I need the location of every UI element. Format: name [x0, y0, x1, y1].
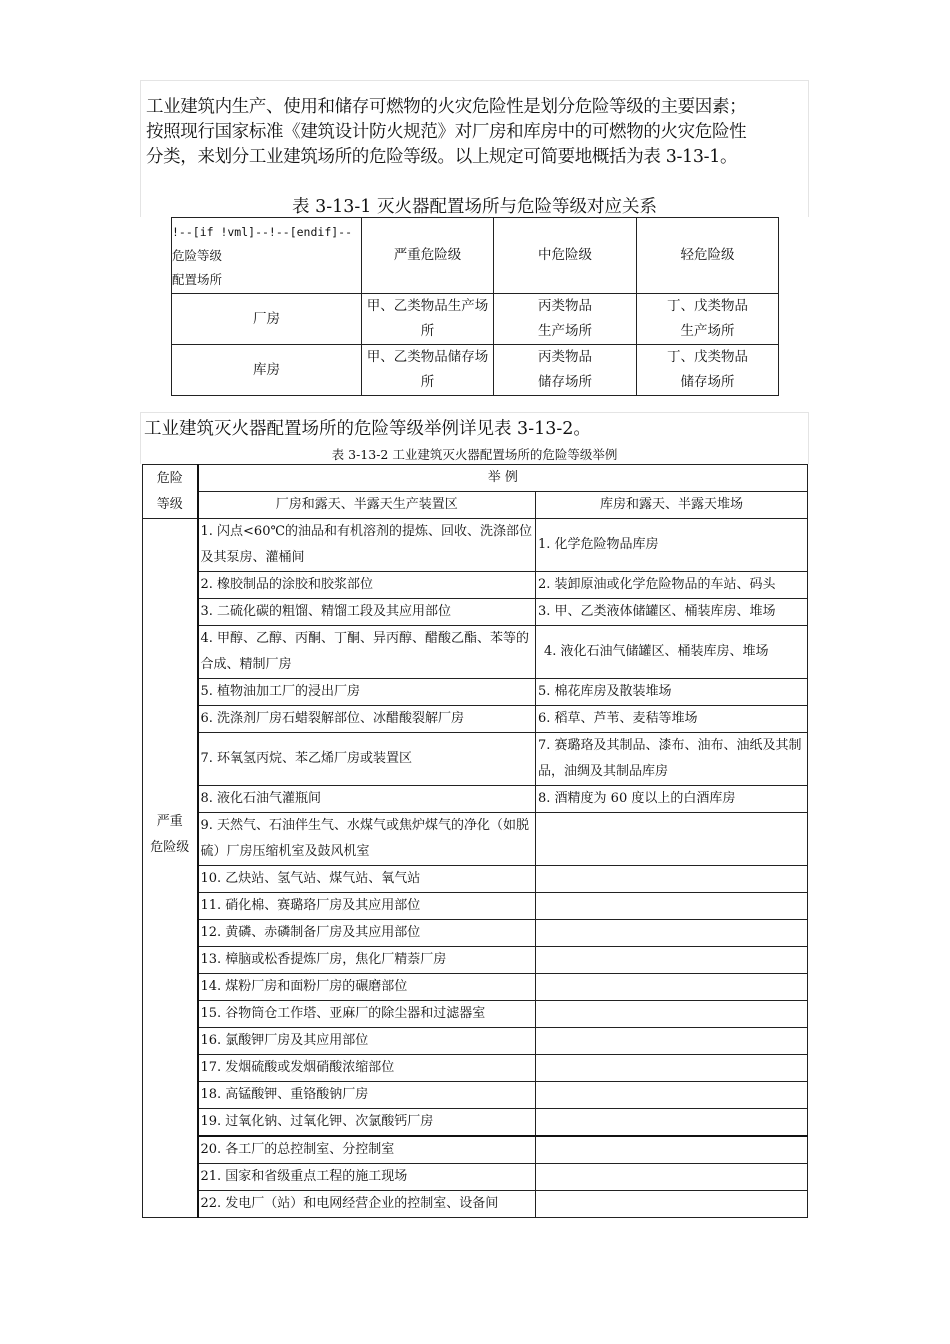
cell-line: 所: [420, 323, 435, 339]
table1-row-name: 厂房: [172, 294, 362, 345]
table2-row: [143, 733, 808, 786]
intro-line: 按照现行国家标准《建筑设计防火规范》对厂房和库房中的可燃物的火灾危险性: [146, 122, 747, 142]
table2-right-cell: [536, 1055, 808, 1082]
table2-header-row: [143, 465, 808, 492]
table2-left-cell: 2. 橡胶制品的涂胶和胶浆部位: [198, 572, 536, 599]
table2-right-cell: [536, 920, 808, 947]
table2-right-cell: [536, 813, 808, 866]
table2-left-cell: 21. 国家和省级重点工程的施工现场: [198, 1164, 536, 1191]
table2-right-cell: [536, 947, 808, 974]
table1-col-header: 轻危险级: [637, 218, 779, 294]
table2-right-cell: [536, 1109, 808, 1137]
table2-right-cell: [536, 1001, 808, 1028]
table2-left-cell: 3. 二硫化碳的粗馏、精馏工段及其应用部位: [198, 599, 536, 626]
table2-row: [143, 706, 808, 733]
table2-subheader-row: [143, 492, 808, 519]
table1-corner-header: [172, 218, 362, 294]
table2-right-cell: [536, 1028, 808, 1055]
table2-right-cell: 3. 甲、乙类液体储罐区、桶装库房、堆场: [536, 599, 808, 626]
table2-row: [143, 626, 808, 679]
table2-row: [143, 920, 808, 947]
table2-right-cell: 2. 装卸原油或化学危险物品的车站、码头: [536, 572, 808, 599]
table2-example-header: 举 例: [198, 465, 808, 492]
table2-row: [143, 786, 808, 813]
cell-line: 生产场所: [680, 323, 735, 339]
table2-row: [143, 1109, 808, 1137]
header-line: 等级: [156, 496, 183, 512]
grade-line: 危险级: [150, 840, 190, 855]
table2-grade-cell: [143, 519, 198, 1218]
cell-line: 储存场所: [538, 374, 592, 390]
table1-row-name: 库房: [172, 345, 362, 396]
table1-header-grade: 危险等级: [172, 247, 223, 263]
table2-right-cell: [536, 1082, 808, 1109]
table2-left-cell: 5. 植物油加工厂的浸出厂房: [198, 679, 536, 706]
table1-header-place: 配置场所: [172, 271, 223, 287]
table2-left-cell: 13. 樟脑或松香提炼厂房，焦化厂精萘厂房: [198, 947, 536, 974]
table1-cell: [362, 294, 494, 345]
table2-right-cell: [536, 1164, 808, 1191]
table2-col-left-header: 厂房和露天、半露天生产装置区: [198, 492, 536, 519]
table2-row: [143, 974, 808, 1001]
table2-row: [143, 679, 808, 706]
table2-right-cell: 1. 化学危险物品库房: [536, 519, 808, 572]
table2-right-cell: [536, 1191, 808, 1218]
intro-line: 分类，来划分工业建筑场所的危险等级。以上规定可简要地概括为表 3-13-1。: [146, 147, 738, 167]
table2-row: [143, 1001, 808, 1028]
table2-right-cell: 5. 棉花库房及散装堆场: [536, 679, 808, 706]
table2-row: [143, 1055, 808, 1082]
header-line: 危险: [156, 470, 183, 486]
table1-cell: [637, 345, 779, 396]
table2-left-cell: 10. 乙炔站、氢气站、煤气站、氧气站: [198, 866, 536, 893]
table2-row: [143, 1082, 808, 1109]
table2-left-cell: 12. 黄磷、赤磷制备厂房及其应用部位: [198, 920, 536, 947]
grade-line: 严重: [156, 814, 183, 829]
table2-left-cell: 8. 液化石油气灌瓶间: [198, 786, 536, 813]
table2-row: [143, 1028, 808, 1055]
table2-row: [143, 947, 808, 974]
table2-right-cell: 4. 液化石油气储罐区、桶装库房、堆场: [536, 626, 808, 679]
cell-line: 丁、戊类物品: [667, 298, 748, 314]
table2-left-cell: 16. 氯酸钾厂房及其应用部位: [198, 1028, 536, 1055]
table2-right-cell: [536, 974, 808, 1001]
cell-line: 储存场所: [680, 374, 735, 390]
cell-line: 生产场所: [538, 323, 592, 339]
table2-right-cell: [536, 893, 808, 920]
table2-left-cell: 7. 环氧氢丙烷、苯乙烯厂房或装置区: [198, 733, 536, 786]
table2-col-right-header: 库房和露天、半露天堆场: [536, 492, 808, 519]
table2-left-cell: 19. 过氧化钠、过氧化钾、次氯酸钙厂房: [198, 1109, 536, 1137]
table2-caption: 表 3-13-2 工业建筑灭火器配置场所的危险等级举例: [331, 447, 618, 462]
cell-line: 丙类物品: [538, 349, 592, 365]
table2-row: [143, 599, 808, 626]
table1: [171, 217, 779, 396]
cell-line: 甲、乙类物品生产场: [366, 298, 489, 314]
table2-right-cell: 7. 赛璐珞及其制品、漆布、油布、油纸及其制品，油绸及其制品库房: [536, 733, 808, 786]
table2-right-cell: [536, 866, 808, 893]
cell-line: 甲、乙类物品储存场: [366, 349, 489, 365]
table2: [142, 464, 808, 1218]
table2-left-cell: 4. 甲醇、乙醇、丙酮、丁酮、异丙醇、醋酸乙酯、苯等的合成、精制厂房: [198, 626, 536, 679]
table2-row: [143, 1191, 808, 1218]
table2-left-cell: 22. 发电厂（站）和电网经营企业的控制室、设备间: [198, 1191, 536, 1218]
table1-header-row: [172, 218, 779, 294]
table1-header-code: !--[if !vml]--!--[endif]--: [172, 224, 353, 239]
table1-col-header: 严重危险级: [362, 218, 494, 294]
table1-caption: 表 3-13-1 灭火器配置场所与危险等级对应关系: [292, 197, 657, 217]
table2-left-cell: 6. 洗涤剂厂房石蜡裂解部位、冰醋酸裂解厂房: [198, 706, 536, 733]
section2-sentence: 工业建筑灭火器配置场所的危险等级举例详见表 3-13-2。: [144, 419, 591, 439]
table2-left-cell: 17. 发烟硫酸或发烟硝酸浓缩部位: [198, 1055, 536, 1082]
table1-cell: [494, 294, 637, 345]
table2-left-cell: 15. 谷物筒仓工作塔、亚麻厂的除尘器和过滤器室: [198, 1001, 536, 1028]
table2-left-cell: 1. 闪点<60℃的油品和有机溶剂的提炼、回收、洗涤部位及其泵房、灌桶间: [198, 519, 536, 572]
table2-left-cell: 9. 天然气、石油伴生气、水煤气或焦炉煤气的净化（如脱硫）厂房压缩机室及鼓风机室: [198, 813, 536, 866]
table2-row: [143, 1164, 808, 1191]
table2-row: [143, 519, 808, 572]
table2-row: [143, 813, 808, 866]
table2-left-cell: 14. 煤粉厂房和面粉厂房的碾磨部位: [198, 974, 536, 1001]
cell-line: 丁、戊类物品: [667, 349, 748, 365]
table1-col-header: 中危险级: [494, 218, 637, 294]
intro-paragraph: [146, 95, 816, 170]
table2-row: [143, 572, 808, 599]
table2-row: [143, 893, 808, 920]
table1-cell: [637, 294, 779, 345]
cell-line: 丙类物品: [538, 298, 592, 314]
table1-row: [172, 345, 779, 396]
table1-cell: [362, 345, 494, 396]
table2-right-cell: [536, 1136, 808, 1164]
table2-row: [143, 1136, 808, 1164]
table2-left-cell: 11. 硝化棉、赛璐珞厂房及其应用部位: [198, 893, 536, 920]
table2-left-cell: 20. 各工厂的总控制室、分控制室: [198, 1136, 536, 1164]
cell-line: 所: [420, 374, 435, 390]
table1-cell: [494, 345, 637, 396]
table2-left-cell: 18. 高锰酸钾、重铬酸钠厂房: [198, 1082, 536, 1109]
table1-row: [172, 294, 779, 345]
table2-grade-header: [143, 465, 198, 519]
table2-row: [143, 866, 808, 893]
intro-line: 工业建筑内生产、使用和储存可燃物的火灾危险性是划分危险等级的主要因素；: [146, 97, 747, 117]
table2-right-cell: 8. 酒精度为 60 度以上的白酒库房: [536, 786, 808, 813]
table2-right-cell: 6. 稻草、芦苇、麦秸等堆场: [536, 706, 808, 733]
